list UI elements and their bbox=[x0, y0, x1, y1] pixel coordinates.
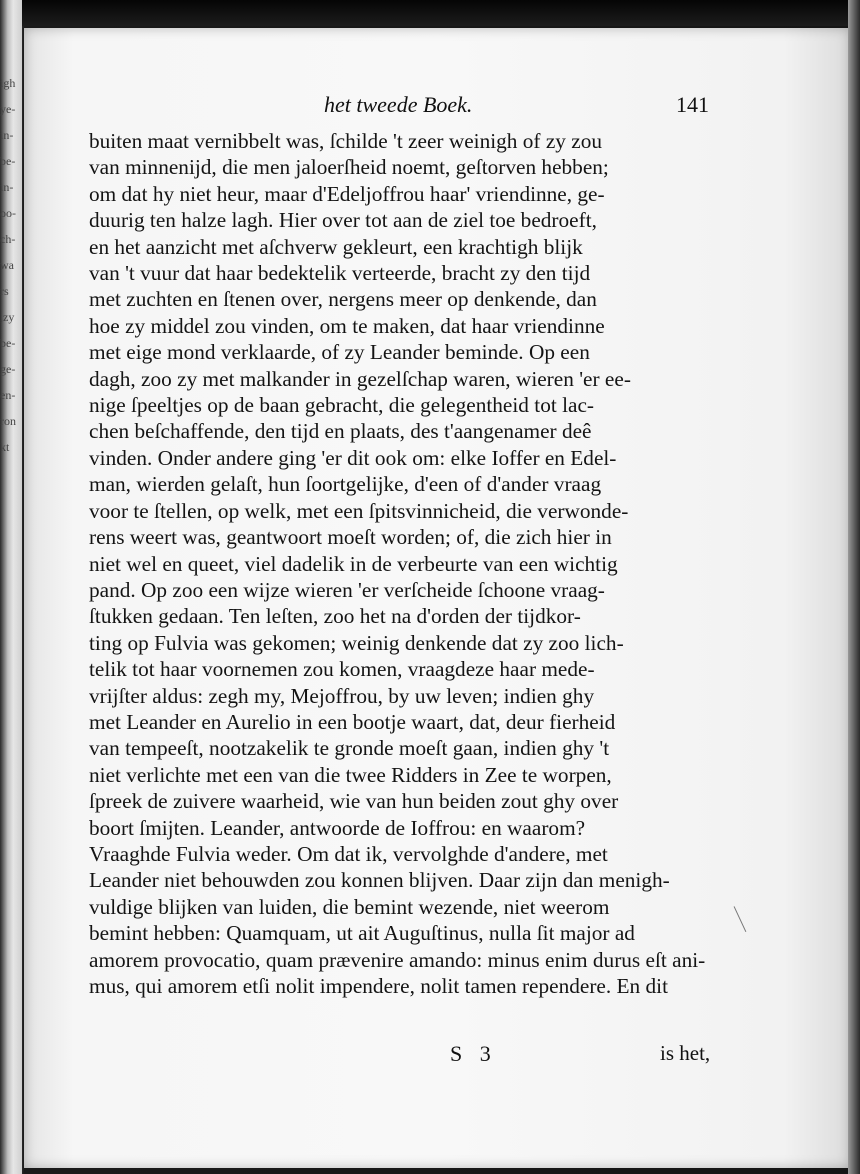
text-line: met Leander en Aurelio in een bootje waart, dat, deur fierheid bbox=[89, 709, 616, 734]
text-line: van 't vuur dat haar bedektelik verteerde, bracht zy den tijd bbox=[89, 261, 591, 286]
text-line: Vraaghde Fulvia weder. Om dat ik, vervolghde d'andere, met bbox=[89, 841, 608, 866]
text-line: nige ſpeeltjes op de baan gebracht, die gelegentheid tot lac- bbox=[89, 393, 595, 418]
text-line: en het aanzicht met aſchverw gekleurt, een krachtigh blijk bbox=[89, 234, 583, 259]
fragment: ch- bbox=[0, 232, 16, 246]
running-head: het tweede Boek. bbox=[324, 92, 473, 117]
scan-right-edge bbox=[848, 0, 860, 1174]
text-line: hoe zy middel zou vinden, om te maken, dat haar vriendinne bbox=[89, 313, 605, 338]
text-line: man, wierden gelaſt, hun ſoortgelijke, d'een of d'ander vraag bbox=[89, 472, 602, 497]
fragment: igh bbox=[0, 76, 16, 90]
text-line: vinden. Onder andere ging 'er dit ook om: elke Ioffer en Edel- bbox=[89, 445, 617, 470]
text-line: om dat hy niet heur, maar d'Edeljoffrou haar' vriendinne, ge- bbox=[89, 181, 605, 206]
text-line: ſtukken gedaan. Ten leſten, zoo het na d'orden der tijdkor- bbox=[89, 604, 581, 629]
text-line: voor te ſtellen, op welk, met een ſpitsvinnicheid, die verwonde- bbox=[89, 498, 629, 523]
text-line: duurig ten halze lagh. Hier over tot aan de ziel toe bedroeft, bbox=[89, 208, 597, 233]
text-line: niet wel en queet, viel dadelik in de verbeurte van een wichtig bbox=[89, 551, 618, 576]
fragment: wa bbox=[0, 258, 14, 272]
text-line: ting op Fulvia was gekomen; weinig denkende dat zy zoo lich- bbox=[89, 630, 624, 655]
fragment: be- bbox=[0, 154, 16, 168]
scan-top-edge bbox=[0, 0, 860, 26]
text-line: dagh, zoo zy met malkander in gezelſchap waren, wieren 'er ee- bbox=[89, 366, 631, 391]
text-line: Leander niet behouwden zou konnen blijven. Daar zijn dan menigh- bbox=[89, 868, 670, 893]
text-line: amorem provocatio, quam prævenire amando: minus enim durus eſt ani- bbox=[89, 947, 706, 972]
text-line: boort ſmijten. Leander, antwoorde de Ioffrou: en waarom? bbox=[89, 815, 586, 840]
text-line: niet verlichte met een van die twee Ridders in Zee te worpen, bbox=[89, 762, 612, 787]
ink-mark bbox=[734, 902, 756, 932]
text-line: van minnenijd, die men jaloerſheid noemt, geſtorven hebben; bbox=[89, 155, 609, 180]
fragment: in- bbox=[0, 180, 14, 194]
text-line: van tempeeſt, nootzakelik te gronde moeſt gaan, indien ghy 't bbox=[89, 736, 610, 761]
fragment: oo- bbox=[0, 206, 16, 220]
text-line: telik tot haar voornemen zou komen, vraagdeze haar mede- bbox=[89, 657, 595, 682]
page-number: 141 bbox=[676, 92, 709, 117]
text-line: mus, qui amorem etſi nolit impendere, nolit tamen rependere. En dit bbox=[89, 974, 668, 998]
text-line: ſpreek de zuivere waarheid, wie van hun beiden zout ghy over bbox=[89, 789, 619, 814]
book-page bbox=[24, 28, 850, 1168]
text-line: chen beſchaffende, den tijd en plaats, des t'aangenamer deê bbox=[89, 419, 592, 444]
fragment: be- bbox=[0, 336, 16, 350]
body-text bbox=[89, 128, 734, 999]
text-line: buiten maat vernibbelt was, ſchilde 't zeer weinigh of zy zou bbox=[89, 129, 603, 153]
fragment: ,zy bbox=[0, 310, 15, 324]
text-line: bemint hebben: Quamquam, ut ait Auguſtinus, nulla ſit major ad bbox=[89, 921, 635, 946]
text-line: rens weert was, geantwoort moeſt worden; of, die zich hier in bbox=[89, 525, 612, 550]
fragment: ron bbox=[0, 414, 16, 428]
fragment: en- bbox=[0, 388, 16, 402]
text-line: vuldige blijken van luiden, die bemint wezende, niet weerom bbox=[89, 894, 610, 919]
previous-page-fragments bbox=[0, 70, 22, 770]
text-line: pand. Op zoo een wijze wieren 'er verſcheide ſchoone vraag- bbox=[89, 577, 605, 602]
text-line: met eige mond verklaarde, of zy Leander beminde. Op een bbox=[89, 340, 590, 365]
fragment: kt bbox=[0, 440, 10, 454]
signature-mark: S 3 bbox=[450, 1041, 497, 1066]
text-line: vrijſter aldus: zegh my, Mejoffrou, by uw leven; indien ghy bbox=[89, 683, 595, 708]
catchword: is het, bbox=[660, 1041, 711, 1065]
fragment: rs bbox=[0, 284, 9, 298]
fragment: in- bbox=[0, 128, 14, 142]
fragment: ye- bbox=[0, 102, 16, 116]
fragment: ge- bbox=[0, 362, 16, 376]
text-line: met zuchten en ſtenen over, nergens meer op denkende, dan bbox=[89, 287, 597, 312]
